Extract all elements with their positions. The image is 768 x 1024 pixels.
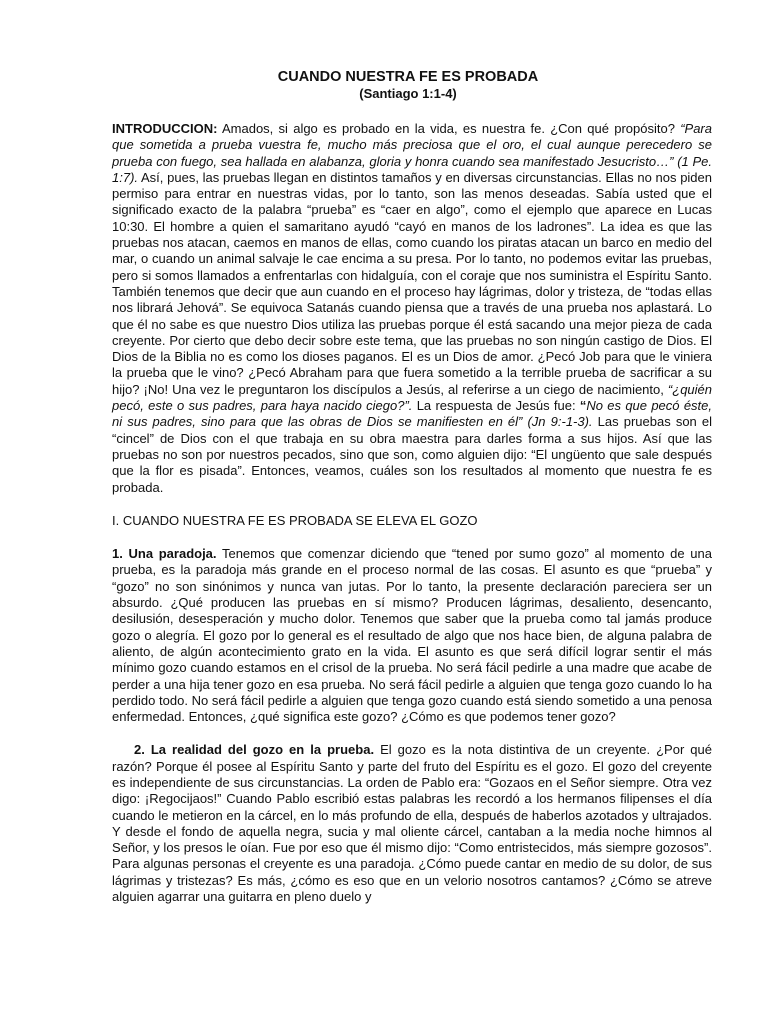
- intro-quote-1: “Para que sometida a prueba vuestra fe, mucho más preciosa que el oro, el cual aunque perecedero se prueba con fuego, sea hallada en alabanza, gloria y honra cuando sea manifestado Jesucristo…” (1 Pe. 1:7).: [112, 121, 712, 185]
- document-subtitle: (Santiago 1:1-4): [359, 86, 457, 101]
- introduction-paragraph: [112, 121, 712, 496]
- document-title: CUANDO NUESTRA FE ES PROBADA: [277, 69, 539, 85]
- intro-text-2: Así, pues, las pruebas llegan en distintos tamaños y en diversas circunstancias. Ellas no nos piden permiso para entrar en nuestras vidas, por lo tanto, son las menos deseadas. Sabía usted que el significado exacto de la palabra “prueba” es “caer en algo”, como el ejemplo que aparece en Lucas 10:30. El hombre a quien el samaritano ayudó “cayó en manos de los ladrones”. La idea es que las pruebas nos atacan, caemos en manos de ellas, como cuando los piratas atacan un barco en medio del mar, o cuando un animal salvaje le cae encima a su presa. Por lo tanto, no podemos evitar las pruebas, pero si somos llamados a enfrentarlas con hidalguía, con el coraje que nos suministra el Espíritu Santo. También tenemos que decir que aun cuando en el proceso hay lágrimas, dolor y tristeza, de “todas ellas nos librará Jehová”. Se equivoca Satanás cuando piensa que a través de una prueba nos aplastará. Lo que él no sabe es que nuestro Dios utiliza las pruebas porque él está sacando una mejor pieza de cada creyente. Por cierto que debo decir sobre este tema, que las pruebas no son ningún castigo de Dios. El Dios de la Biblia no es como los dioses paganos. El es un Dios de amor. ¿Pecó Job para que le viniera la prueba que le vino? ¿Pecó Abraham para que fuera sometido a la terrible prueba de sacrificar a su hijo? ¡No! Una vez le preguntaron los discípulos a Jesús, al referirse a un ciego de nacimiento,: [112, 169, 712, 397]
- point-2-paragraph: [112, 742, 712, 905]
- intro-quote-3: No es que pecó éste, ni sus padres, sino para que las obras de Dios se manifiesten en él” (Jn 9:-1-3).: [112, 398, 713, 430]
- point-1-paragraph: [112, 546, 712, 725]
- point-2-label: 2. La realidad del gozo en la prueba.: [134, 742, 375, 758]
- intro-quote-3-open: “: [579, 398, 587, 414]
- intro-quote-2: “¿quién pecó, este o sus padres, para haya nacido ciego?”.: [112, 381, 712, 414]
- section-heading: I. CUANDO NUESTRA FE ES PROBADA SE ELEVA EL GOZO: [112, 512, 478, 528]
- point-2-text: El gozo es la nota distintiva de un creyente. ¿Por qué razón? Porque él posee al Espíritu Santo y parte del fruto del Espíritu es el gozo. El gozo del creyente es independiente de sus circunstancias. La orden de Pablo era: “Gozaos en el Señor siempre. Otra vez digo: ¡Regocijaos!” Cuando Pablo escribió estas palabras les recordó a los hermanos filipenses el día cuando le metieron en la cárcel, en lo más profundo de ella, después de haberlos azotados y ultrajados. Y desde el fondo de aquella negra, sucia y mal oliente cárcel, cantaban a la media noche himnos al Señor, y los presos le oían. Fue por eso que él mismo dijo: “Como entristecidos, más siempre gozosos”. Para algunas personas el creyente es una paradoja. ¿Cómo puede cantar en medio de su dolor, de sus lágrimas y tristezas? Es más, ¿cómo es eso que en un velorio nosotros cantamos? ¿Cómo se atreve alguien agarrar una guitarra en pleno duelo y: [112, 742, 712, 905]
- intro-text-1: Amados, si algo es probado en la vida, es nuestra fe. ¿Con qué propósito?: [217, 121, 681, 136]
- intro-label: INTRODUCCION:: [112, 121, 218, 136]
- intro-text-3: La respuesta de Jesús fue:: [412, 398, 580, 414]
- point-1-label: 1. Una paradoja.: [112, 546, 217, 562]
- intro-text-4: Las pruebas son el “cincel” de Dios con el que trabaja en su obra maestra para darles forma a sus hijos. Así que las pruebas no son por nuestros pecados, sino que son, como alguien dijo: “El ungüento que sale después que la flor es pisada”. Entonces, veamos, cuáles son los resultados al momento que nuestra fe es probada.: [112, 414, 713, 495]
- point-1-text: Tenemos que comenzar diciendo que “tened por sumo gozo” al momento de una prueba, es la paradoja más grande en el proceso normal de las cosas. El asunto es que “prueba” y “gozo” no son sinónimos y nunca van jutas. Por lo tanto, la presente declaración pareciera ser un absurdo. ¿Qué producen las pruebas en sí mismo? Producen lágrimas, desaliento, desencanto, desilusión, desesperación y mucho dolor. Tenemos que saber que la prueba como tal jamás produce gozo o alegría. El gozo por lo general es el resultado de algo que nos hace bien, de alguna palabra de aliento, de algún acontecimiento grato en la vida. El asunto es que será difícil lograr sentir el más mínimo gozo cuando estamos en el crisol de la prueba. No será fácil pedirle a una madre que acabe de perder a una hija tener gozo en esa prueba. No será fácil pedirle a alguien que tenga gozo cuando lo ha perdido todo. No será fácil pedirle a alguien que tenga gozo cuando está siendo sometido a una penosa enfermedad. Entonces, ¿qué significa este gozo? ¿Cómo es que podemos tener gozo?: [112, 546, 712, 725]
